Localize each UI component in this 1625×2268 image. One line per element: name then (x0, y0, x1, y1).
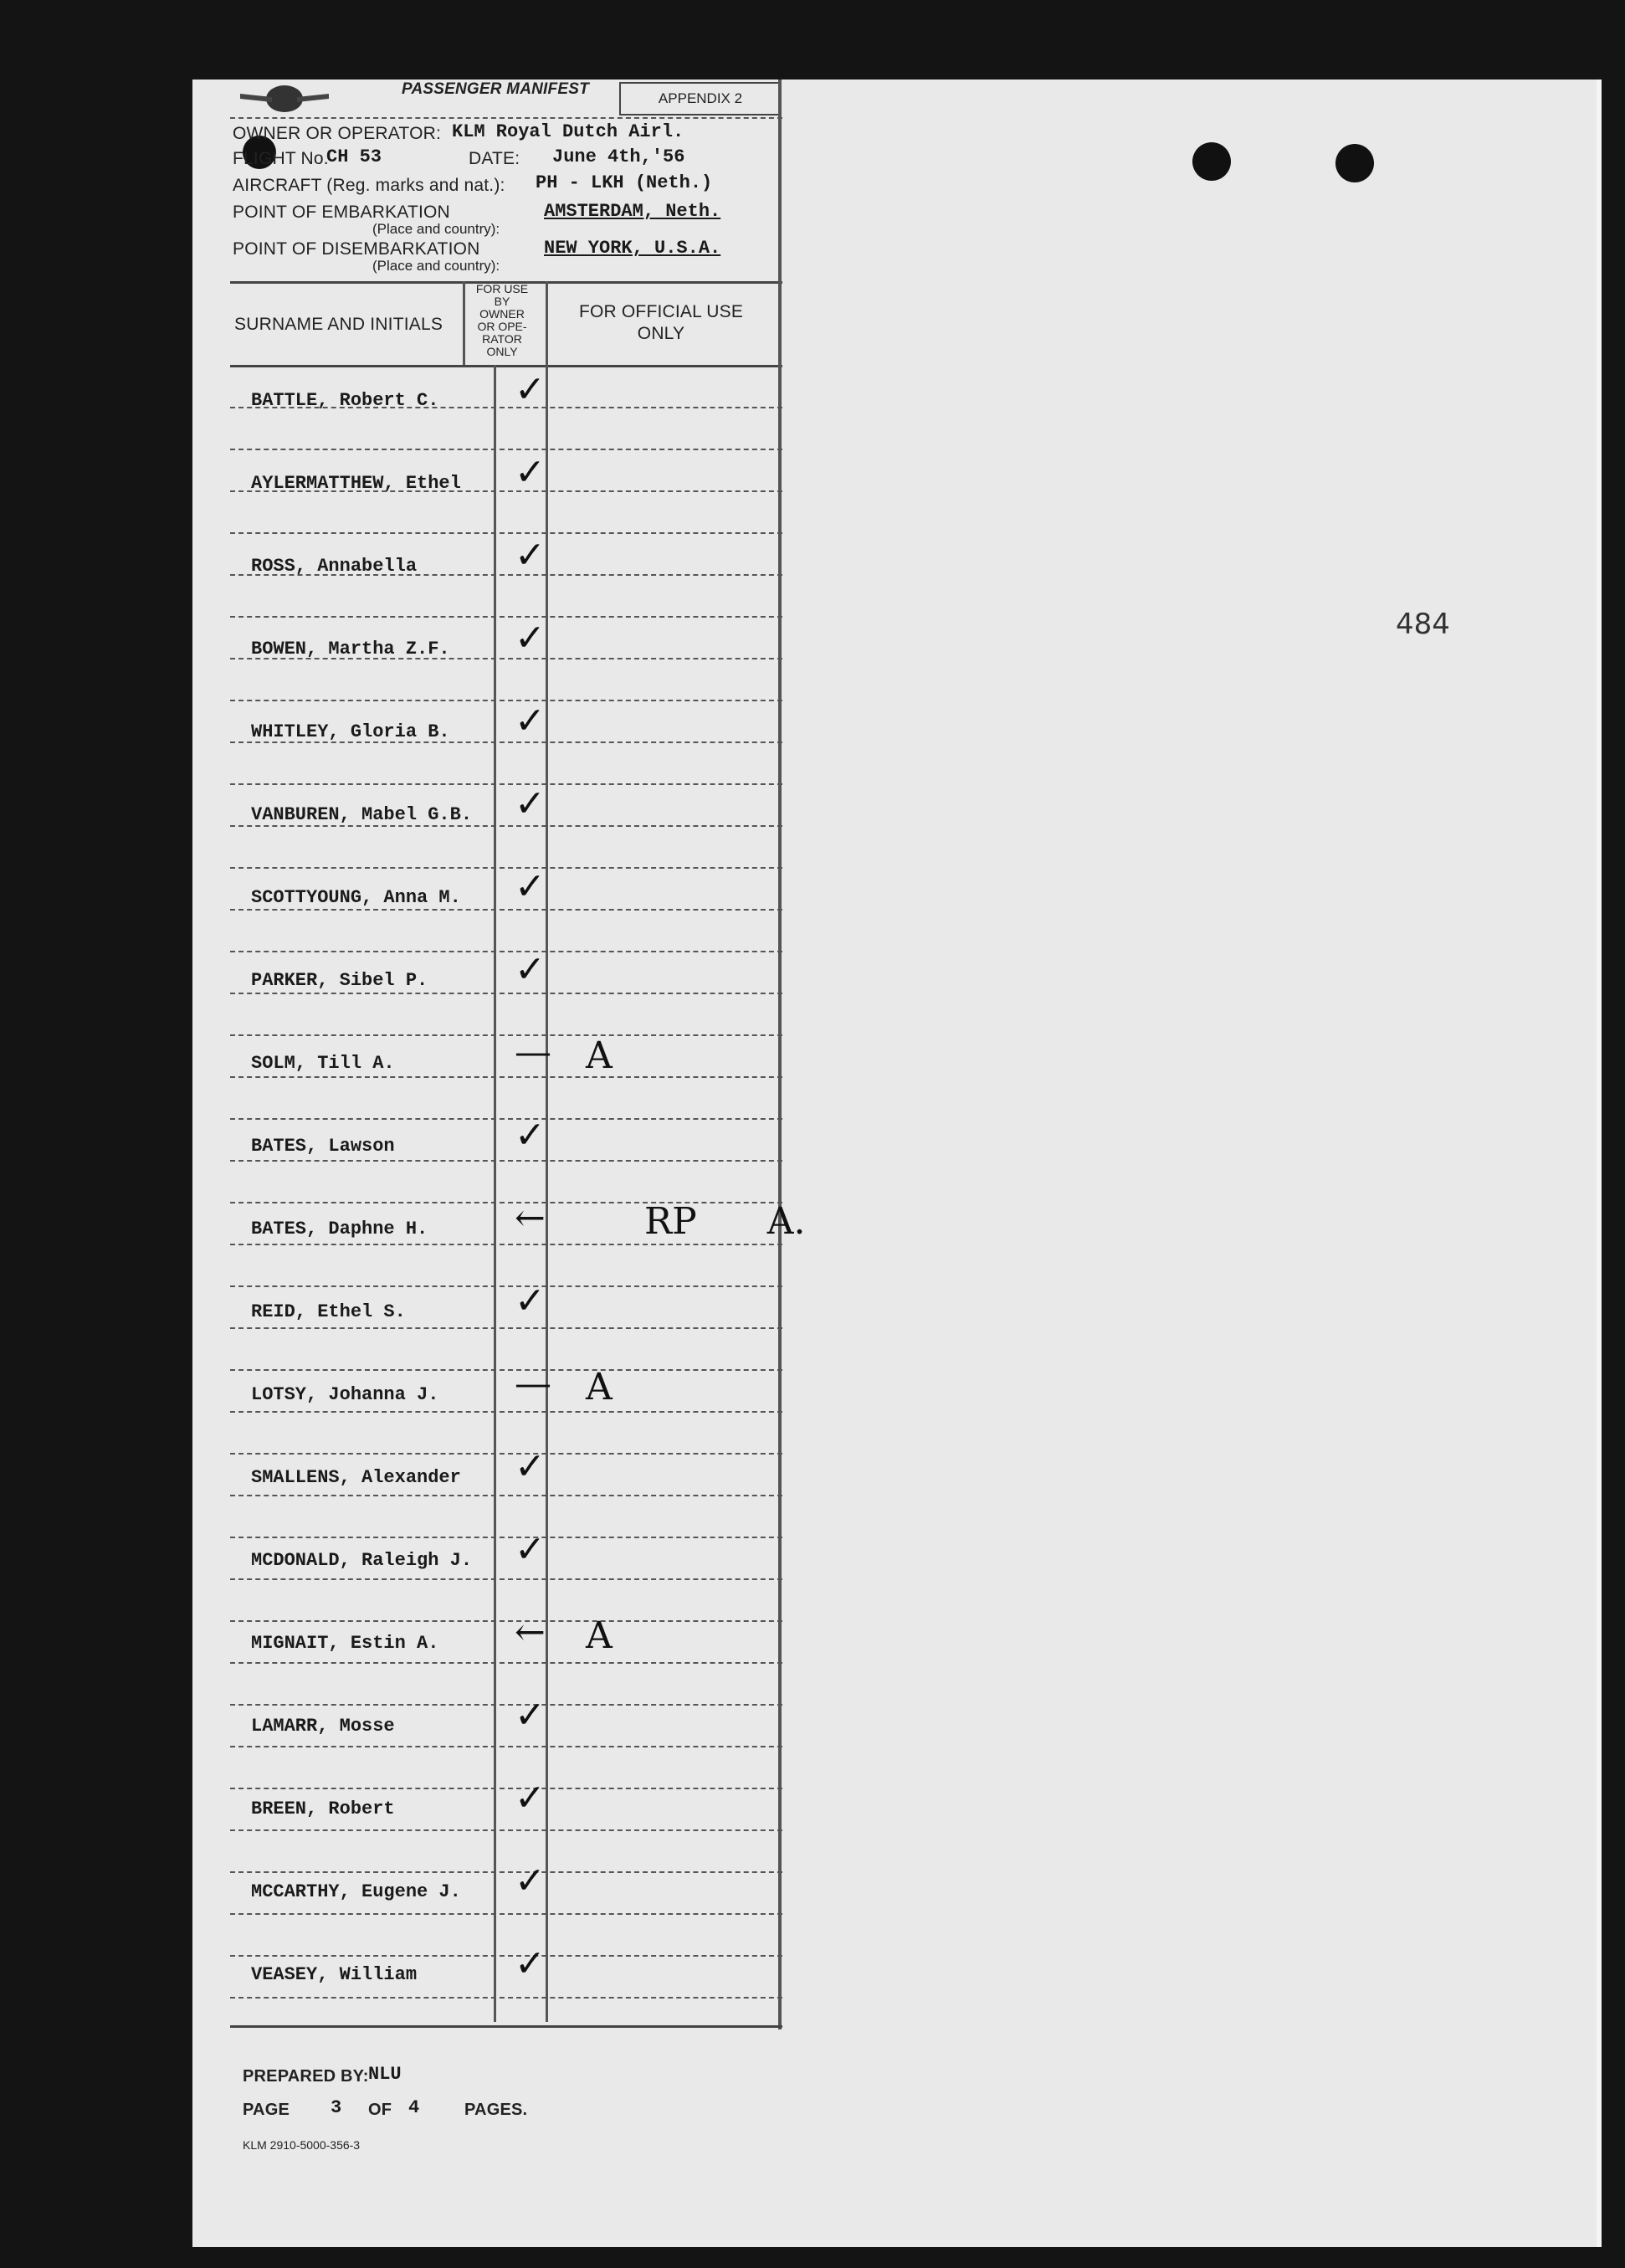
disembark-sub: (Place and country): (372, 258, 500, 274)
column-header-surname: SURNAME AND INITIALS (234, 315, 443, 334)
table-row (0, 948, 1590, 1020)
table-bottom-rule (230, 2025, 782, 2028)
table-row (0, 1280, 1590, 1352)
official-note: A (586, 1034, 613, 1078)
owner-use-line: OR OPE- (477, 320, 527, 333)
row-rule (230, 1537, 782, 1538)
table-row (0, 700, 1590, 772)
passenger-name: AYLERMATTHEW, Ethel (251, 473, 461, 494)
official-use-line: FOR OFFICIAL USE (578, 302, 744, 321)
row-rule (230, 1453, 782, 1455)
manifest-title: PASSENGER MANIFEST (402, 80, 589, 98)
column-divider (494, 365, 496, 2022)
header-divider (230, 365, 782, 367)
table-row (0, 368, 1590, 440)
check-mark: ✓ (515, 783, 546, 825)
check-mark: ✓ (515, 1114, 546, 1157)
passenger-name: LAMARR, Mosse (251, 1716, 395, 1737)
table-row (0, 451, 1590, 523)
passenger-name: LOTSY, Johanna J. (251, 1384, 439, 1406)
check-mark: — (515, 1362, 551, 1406)
page-label: PAGE (243, 2101, 290, 2119)
passenger-name: BATES, Lawson (251, 1136, 395, 1157)
check-mark: ✓ (515, 368, 546, 411)
disembark-value: NEW YORK, U.S.A. (544, 238, 721, 259)
check-mark: ✓ (515, 534, 546, 577)
table-row (0, 1445, 1590, 1517)
check-mark: — (515, 1031, 551, 1075)
of-value: 4 (408, 2097, 420, 2118)
check-mark: ← (515, 1197, 546, 1240)
table-row (0, 1860, 1590, 1932)
table-row (0, 1362, 1590, 1434)
margin-page-number: 484 (1396, 608, 1450, 641)
flight-value: CH 53 (326, 146, 382, 167)
page-value: 3 (331, 2097, 342, 2118)
pages-label: PAGES. (464, 2101, 528, 2119)
check-mark: ✓ (515, 1445, 546, 1489)
table-row (0, 1114, 1590, 1186)
row-rule (230, 532, 782, 534)
check-mark: ✓ (515, 1280, 546, 1323)
row-rule (230, 1871, 782, 1873)
check-mark: ✓ (515, 1528, 546, 1572)
row-rule (230, 951, 782, 952)
disembark-label: POINT OF DISEMBARKATION (233, 239, 480, 259)
table-row (0, 783, 1590, 854)
column-divider (463, 281, 465, 365)
check-mark: ✓ (515, 1860, 546, 1903)
check-mark: ✓ (515, 948, 546, 992)
passenger-name: MCCARTHY, Eugene J. (251, 1881, 461, 1903)
row-rule (230, 1034, 782, 1036)
passenger-name: SMALLENS, Alexander (251, 1467, 461, 1489)
table-row (0, 1942, 1590, 2014)
date-value: June 4th,'56 (552, 146, 685, 167)
passenger-name: MIGNAIT, Estin A. (251, 1633, 439, 1655)
check-mark: ✓ (515, 1777, 546, 1820)
table-row (0, 1611, 1590, 1683)
table-row (0, 1528, 1590, 1600)
appendix-box (619, 82, 782, 115)
aircraft-label: AIRCRAFT (Reg. marks and nat.): (233, 176, 505, 195)
owner-use-line: RATOR (482, 332, 522, 346)
check-mark: ✓ (515, 1942, 546, 1986)
embark-value: AMSTERDAM, Neth. (544, 201, 721, 222)
row-rule (230, 1118, 782, 1120)
passenger-name: PARKER, Sibel P. (251, 970, 428, 992)
check-mark: ✓ (515, 617, 546, 659)
row-rule (230, 1369, 782, 1371)
row-rule (230, 1788, 782, 1789)
passenger-name: VANBUREN, Mabel G.B. (251, 804, 473, 825)
check-mark: ✓ (515, 865, 546, 908)
passenger-name: REID, Ethel S. (251, 1301, 406, 1323)
of-label: OF (368, 2101, 392, 2119)
prepared-by-value: NLU (368, 2064, 402, 2085)
owner-use-line: FOR USE (475, 282, 529, 295)
owner-value: KLM Royal Dutch Airl. (452, 121, 684, 142)
official-note: RP A. (644, 1200, 806, 1244)
row-rule (230, 1704, 782, 1706)
klm-logo (238, 82, 331, 115)
passenger-name: SCOTTYOUNG, Anna M. (251, 887, 461, 908)
prepared-by-label: PREPARED BY: (243, 2067, 369, 2086)
passenger-name: BREEN, Robert (251, 1798, 395, 1820)
table-row (0, 865, 1590, 937)
date-label: DATE: (469, 149, 520, 168)
embark-sub: (Place and country): (372, 221, 500, 237)
table-row (0, 1694, 1590, 1766)
aircraft-value: PH - LKH (Neth.) (536, 172, 713, 193)
row-rule (230, 449, 782, 450)
table-row (0, 1777, 1590, 1849)
check-mark: ✓ (515, 451, 546, 494)
passenger-name: ROSS, Annabella (251, 556, 418, 577)
owner-label: OWNER OR OPERATOR: (233, 124, 442, 143)
row-rule (230, 867, 782, 869)
table-row (0, 534, 1590, 606)
header-divider (230, 117, 782, 119)
page-edge (1597, 80, 1602, 2247)
row-rule (230, 1955, 782, 1957)
punch-hole-dot (1335, 144, 1374, 182)
check-mark: ✓ (515, 1694, 546, 1737)
table-row (0, 1197, 1590, 1269)
row-rule (230, 700, 782, 701)
row-rule (230, 616, 782, 618)
table-row (0, 1031, 1590, 1103)
official-note: A (586, 1614, 613, 1658)
embark-label: POINT OF EMBARKATION (233, 203, 450, 222)
passenger-name: VEASEY, William (251, 1964, 418, 1986)
official-note: A (586, 1366, 613, 1409)
passenger-name: BATES, Daphne H. (251, 1219, 428, 1240)
punch-hole-dot (1192, 142, 1231, 181)
check-mark: ← (515, 1611, 546, 1655)
passenger-name: SOLM, Till A. (251, 1053, 395, 1075)
passenger-name: BOWEN, Martha Z.F. (251, 639, 450, 659)
owner-use-line: ONLY (486, 345, 518, 358)
flight-label: FLIGHT No. (233, 149, 329, 168)
owner-use-line: OWNER (479, 307, 525, 321)
passenger-name: BATTLE, Robert C. (251, 390, 439, 411)
appendix-label: APPENDIX 2 (658, 90, 743, 106)
official-use-line: ONLY (637, 324, 685, 343)
owner-use-line: BY (494, 295, 510, 308)
check-mark: ✓ (515, 700, 546, 742)
column-header-owner-use (464, 283, 540, 358)
row-rule (230, 1285, 782, 1287)
row-rule (230, 1620, 782, 1622)
passenger-name: WHITLEY, Gloria B. (251, 721, 450, 742)
form-code: KLM 2910-5000-356-3 (243, 2138, 361, 2152)
passenger-name: MCDONALD, Raleigh J. (251, 1550, 473, 1572)
column-header-official-use (552, 301, 770, 345)
row-rule (230, 783, 782, 785)
